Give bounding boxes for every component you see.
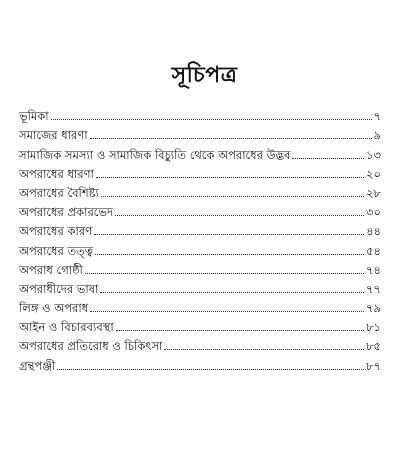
toc-entry-label: আইন ও বিচারব্যবস্থা [19,320,114,335]
toc-entry-page: ৪৪ [366,224,381,239]
toc-entry [19,142,381,161]
dot-leader [116,330,364,331]
dot-leader [101,196,364,197]
dot-leader [94,234,364,235]
toc-entry [19,104,381,123]
toc-entry-label: অপরাধের কারণ [19,224,93,239]
toc-entry [19,296,381,315]
toc-entry [19,315,381,334]
toc-entry [19,200,381,219]
toc-entry-page: ২০ [366,166,381,181]
toc-entry [19,258,381,277]
toc-entry-label: অপরাধীদের ভাষা [19,281,99,296]
toc-entry [19,334,381,353]
toc-entry-page: ৭৯ [366,301,381,316]
toc-entry [19,353,381,372]
toc-entry-page: ৯ [373,128,381,143]
toc-entry-label: অপরাধের ধারণা [19,166,94,181]
toc-entry-label: ভূমিকা [19,109,49,124]
toc-entry-page: ৭ [373,109,381,124]
toc-entry [19,219,381,238]
toc-entry-page: ৭৪ [366,262,381,277]
dot-leader [90,138,372,139]
toc-entry-label: অপরাধের বৈশিষ্ট্য [19,185,99,200]
toc-entry-label: অপরাধ গোষ্ঠী [19,262,83,277]
dot-leader [96,177,364,178]
dot-leader [51,119,372,120]
toc-entry-label: গ্রন্থপঞ্জী [19,358,56,373]
toc-entry [19,277,381,296]
toc-entry-label: অপরাধের প্রতিরোধ ও চিকিৎসা [19,339,163,354]
dot-leader [164,349,364,350]
toc-entry-label: সমাজের ধারণা [19,128,88,143]
dot-leader [95,254,364,255]
toc-entry-page: ৫৪ [366,243,381,258]
dot-leader [90,311,364,312]
toc-entry-page: ৩০ [366,205,381,220]
page-title: সূচিপত্র [171,62,238,88]
table-of-contents [19,104,381,373]
toc-entry-page: ১৩ [366,147,381,162]
toc-entry-page: ৮১ [366,320,381,335]
toc-entry-page: ৭৭ [366,281,381,296]
dot-leader [115,215,364,216]
toc-entry-page: ২৮ [366,185,381,200]
toc-entry-label: অপরাধের প্রকারভেদ [19,205,113,220]
toc-entry [19,238,381,257]
toc-entry-page: ৮৫ [366,339,381,354]
toc-entry-page: ৮৭ [366,358,381,373]
toc-entry [19,162,381,181]
dot-leader [85,273,364,274]
dot-leader [100,292,364,293]
toc-entry [19,123,381,142]
toc-entry-label: লিঙ্গ ও অপরাধ [19,301,89,316]
toc-entry-label: সামাজিক সমস্যা ও সামাজিক বিচ্যুতি থেকে অপরাধের উদ্ভব [19,147,291,162]
toc-entry [19,181,381,200]
dot-leader [57,369,364,370]
toc-entry-label: অপরাধের তত্ত্ব [19,243,93,258]
dot-leader [292,158,364,159]
